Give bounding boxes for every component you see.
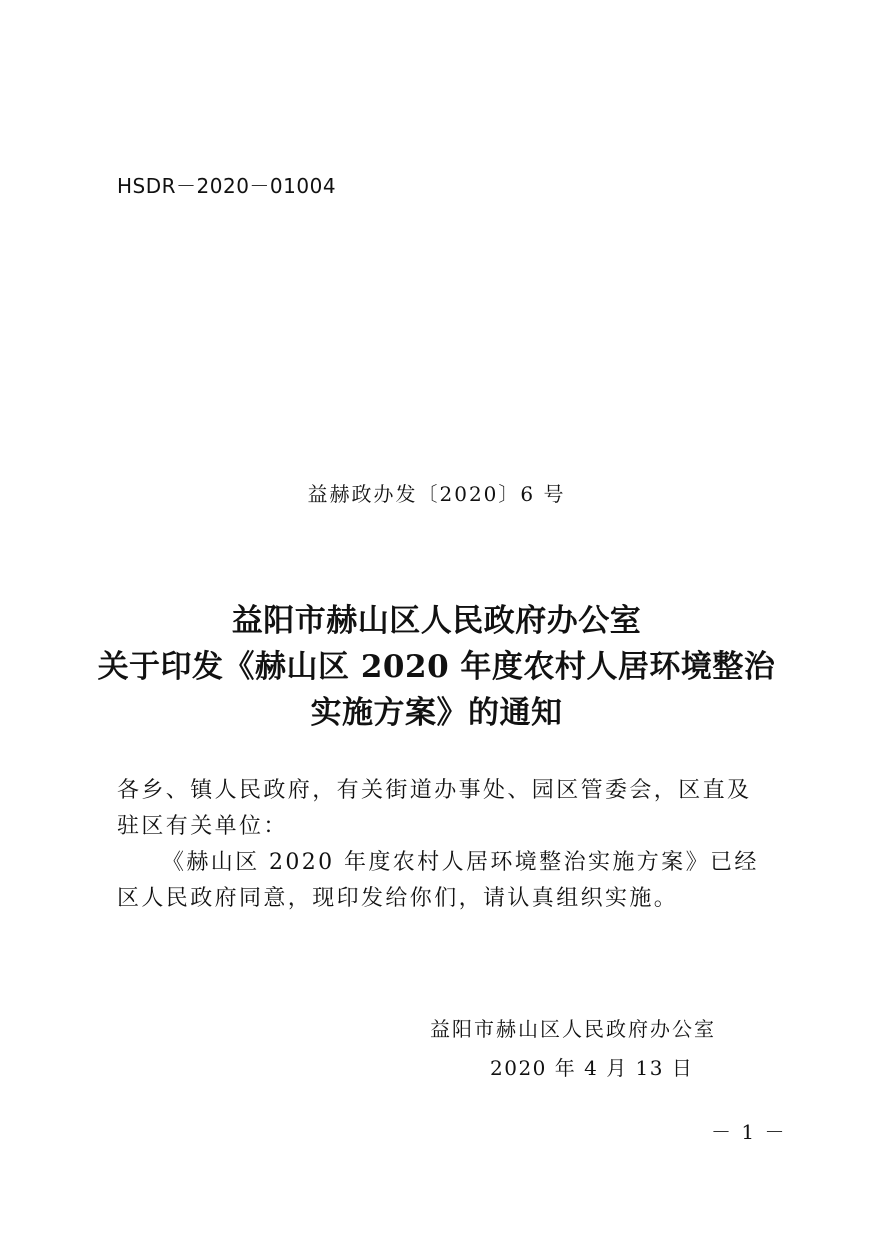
document-code: HSDR－2020－01004 <box>117 174 337 198</box>
document-title <box>0 598 873 736</box>
issue-date: 2020 年 4 月 13 日 <box>490 1056 694 1080</box>
document-number: 益赫政办发〔2020〕6 号 <box>307 482 566 506</box>
body-paragraph: 《赫山区 2020 年度农村人居环境整治实施方案》已经区人民政府同意，现印发给你们，请认真组织实施。 <box>117 850 759 911</box>
issuer-signature: 益阳市赫山区人民政府办公室 <box>430 1017 716 1041</box>
title-line-2: 关于印发《赫山区 2020 年度农村人居环境整治 <box>97 649 776 685</box>
title-line-1: 益阳市赫山区人民政府办公室 <box>231 603 642 639</box>
title-line-3: 实施方案》的通知 <box>310 695 563 731</box>
document-body <box>117 773 767 917</box>
recipients-paragraph: 各乡、镇人民政府，有关街道办事处、园区管委会，区直及驻区有关单位： <box>117 778 752 839</box>
page-number: － 1 － <box>711 1120 787 1144</box>
